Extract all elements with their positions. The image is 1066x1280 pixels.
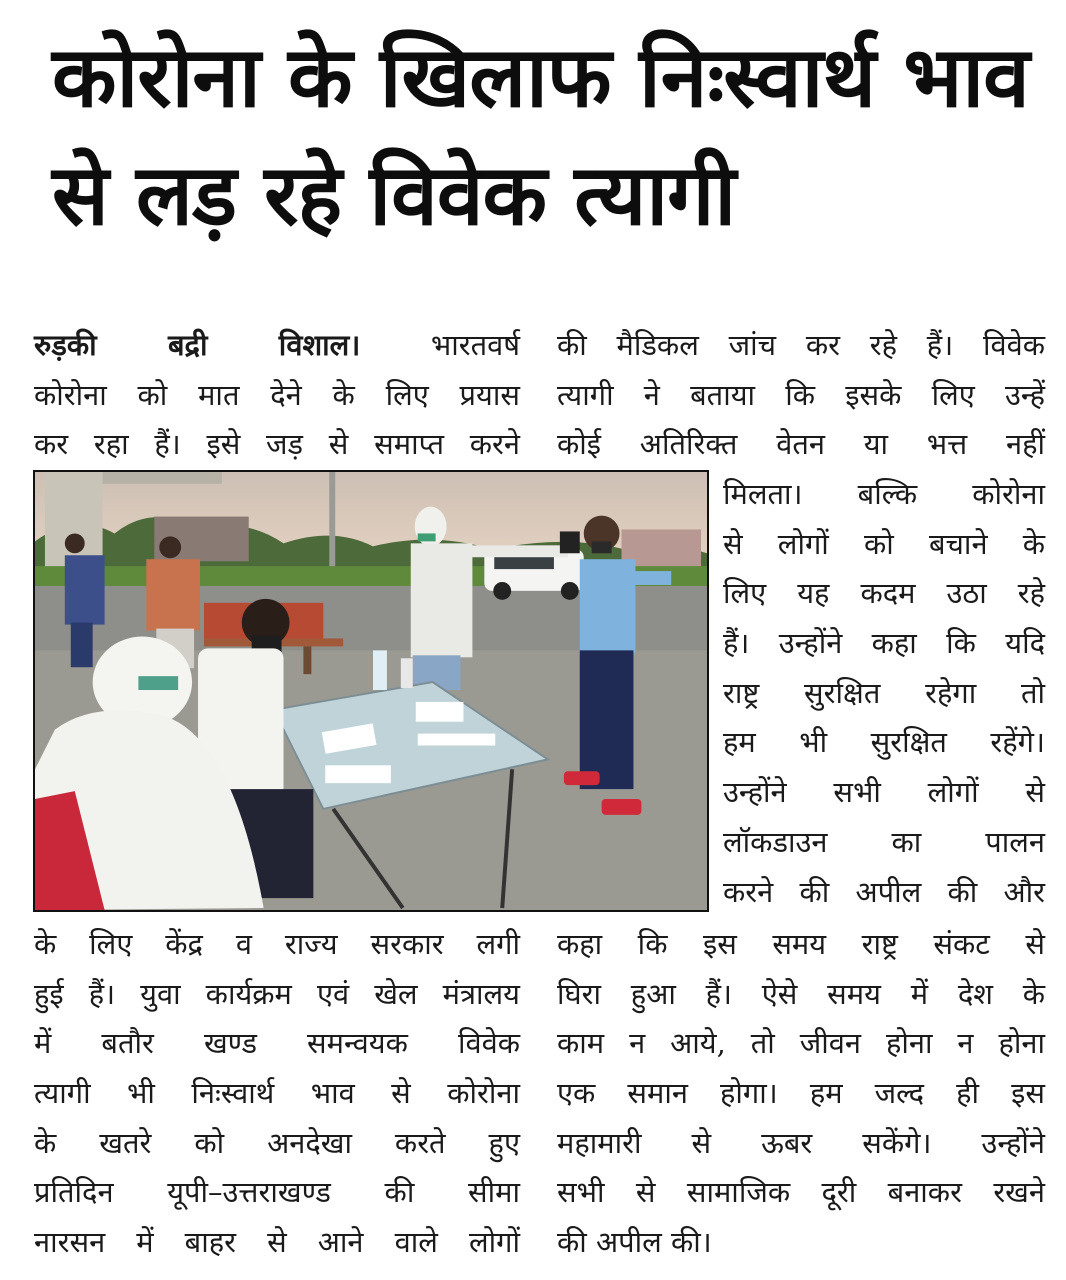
article-line: मिलता। बल्कि कोरोना <box>723 477 1045 511</box>
article-line: हम भी सुरक्षित रहेंगे। <box>723 725 1045 760</box>
article-line: से लोगों को बचाने के <box>723 526 1045 561</box>
article-line: हैं। उन्होंने कहा कि यदि <box>723 626 1045 661</box>
article-line: सभी से सामाजिक दूरी बनाकर रखने <box>557 1175 1045 1210</box>
article-column-1-bottom <box>34 920 520 1268</box>
thermometer-gun <box>560 531 580 553</box>
article-line: लॉकडाउन का पालन <box>723 824 1045 859</box>
article-column-2-side <box>723 470 1045 917</box>
article-column-2-top <box>557 321 1045 470</box>
article-line: कोरोना को मात देने के लिए प्रयास <box>34 377 520 412</box>
article-line: की मैडिकल जांच कर रहे हैं। विवेक <box>557 328 1045 362</box>
article-line: महामारी से ऊबर सकेंगे। उन्होंने <box>557 1125 1045 1160</box>
article-line: घिरा हुआ हैं। ऐसे समय में देश के <box>557 976 1045 1011</box>
article-line: रुड़की बद्री विशाल। भारतवर्ष <box>34 328 521 362</box>
article-column-2-bottom <box>557 920 1045 1268</box>
article-line: कहा कि इस समय राष्ट्र संकट से <box>557 927 1045 961</box>
photo-illustration <box>35 472 707 910</box>
article-column-1-top <box>34 321 520 470</box>
article-line: हुई हैं। युवा कार्यक्रम एवं खेल मंत्रालय <box>34 976 520 1011</box>
article-line: लिए यह कदम उठा रहे <box>723 576 1045 611</box>
article-line: राष्ट्र सुरक्षित रहेगा तो <box>723 675 1045 710</box>
article-line: एक समान होगा। हम जल्द ही इस <box>557 1076 1045 1111</box>
article-line: में बतौर खण्ड समन्वयक विवेक <box>34 1026 520 1061</box>
article-line: की अपील की। <box>557 1225 712 1260</box>
sanitizer-bottle <box>373 650 387 690</box>
article-line: त्यागी ने बताया कि इसके लिए उन्हें <box>557 377 1045 412</box>
article-line: प्रतिदिन यूपी–उत्तराखण्ड की सीमा <box>34 1175 520 1210</box>
news-photo <box>33 470 709 912</box>
headline-line-1: कोरोना के खिलाफ निःस्वार्थ भाव <box>52 28 1029 126</box>
article-line: कर रहा हैं। इसे जड़ से समाप्त करने <box>34 427 520 462</box>
article-line: के लिए केंद्र व राज्य सरकार लगी <box>34 927 520 961</box>
article-line: कोई अतिरिक्त वेतन या भत्त नहीं <box>557 427 1045 462</box>
headline <box>52 18 1042 254</box>
article-line: करने की अपील की और <box>723 874 1045 909</box>
article-line: के खतरे को अनदेखा करते हुए <box>34 1125 520 1160</box>
article-line: उन्होंने सभी लोगों से <box>723 775 1045 810</box>
article-line: त्यागी भी निःस्वार्थ भाव से कोरोना <box>34 1076 520 1111</box>
article-line: नारसन में बाहर से आने वाले लोगों <box>34 1225 520 1260</box>
article-line: काम न आये, तो जीवन होना न होना <box>557 1026 1045 1061</box>
dateline: रुड़की बद्री विशाल। <box>34 328 361 362</box>
headline-line-2: से लड़ रहे विवेक त्यागी <box>52 146 736 244</box>
